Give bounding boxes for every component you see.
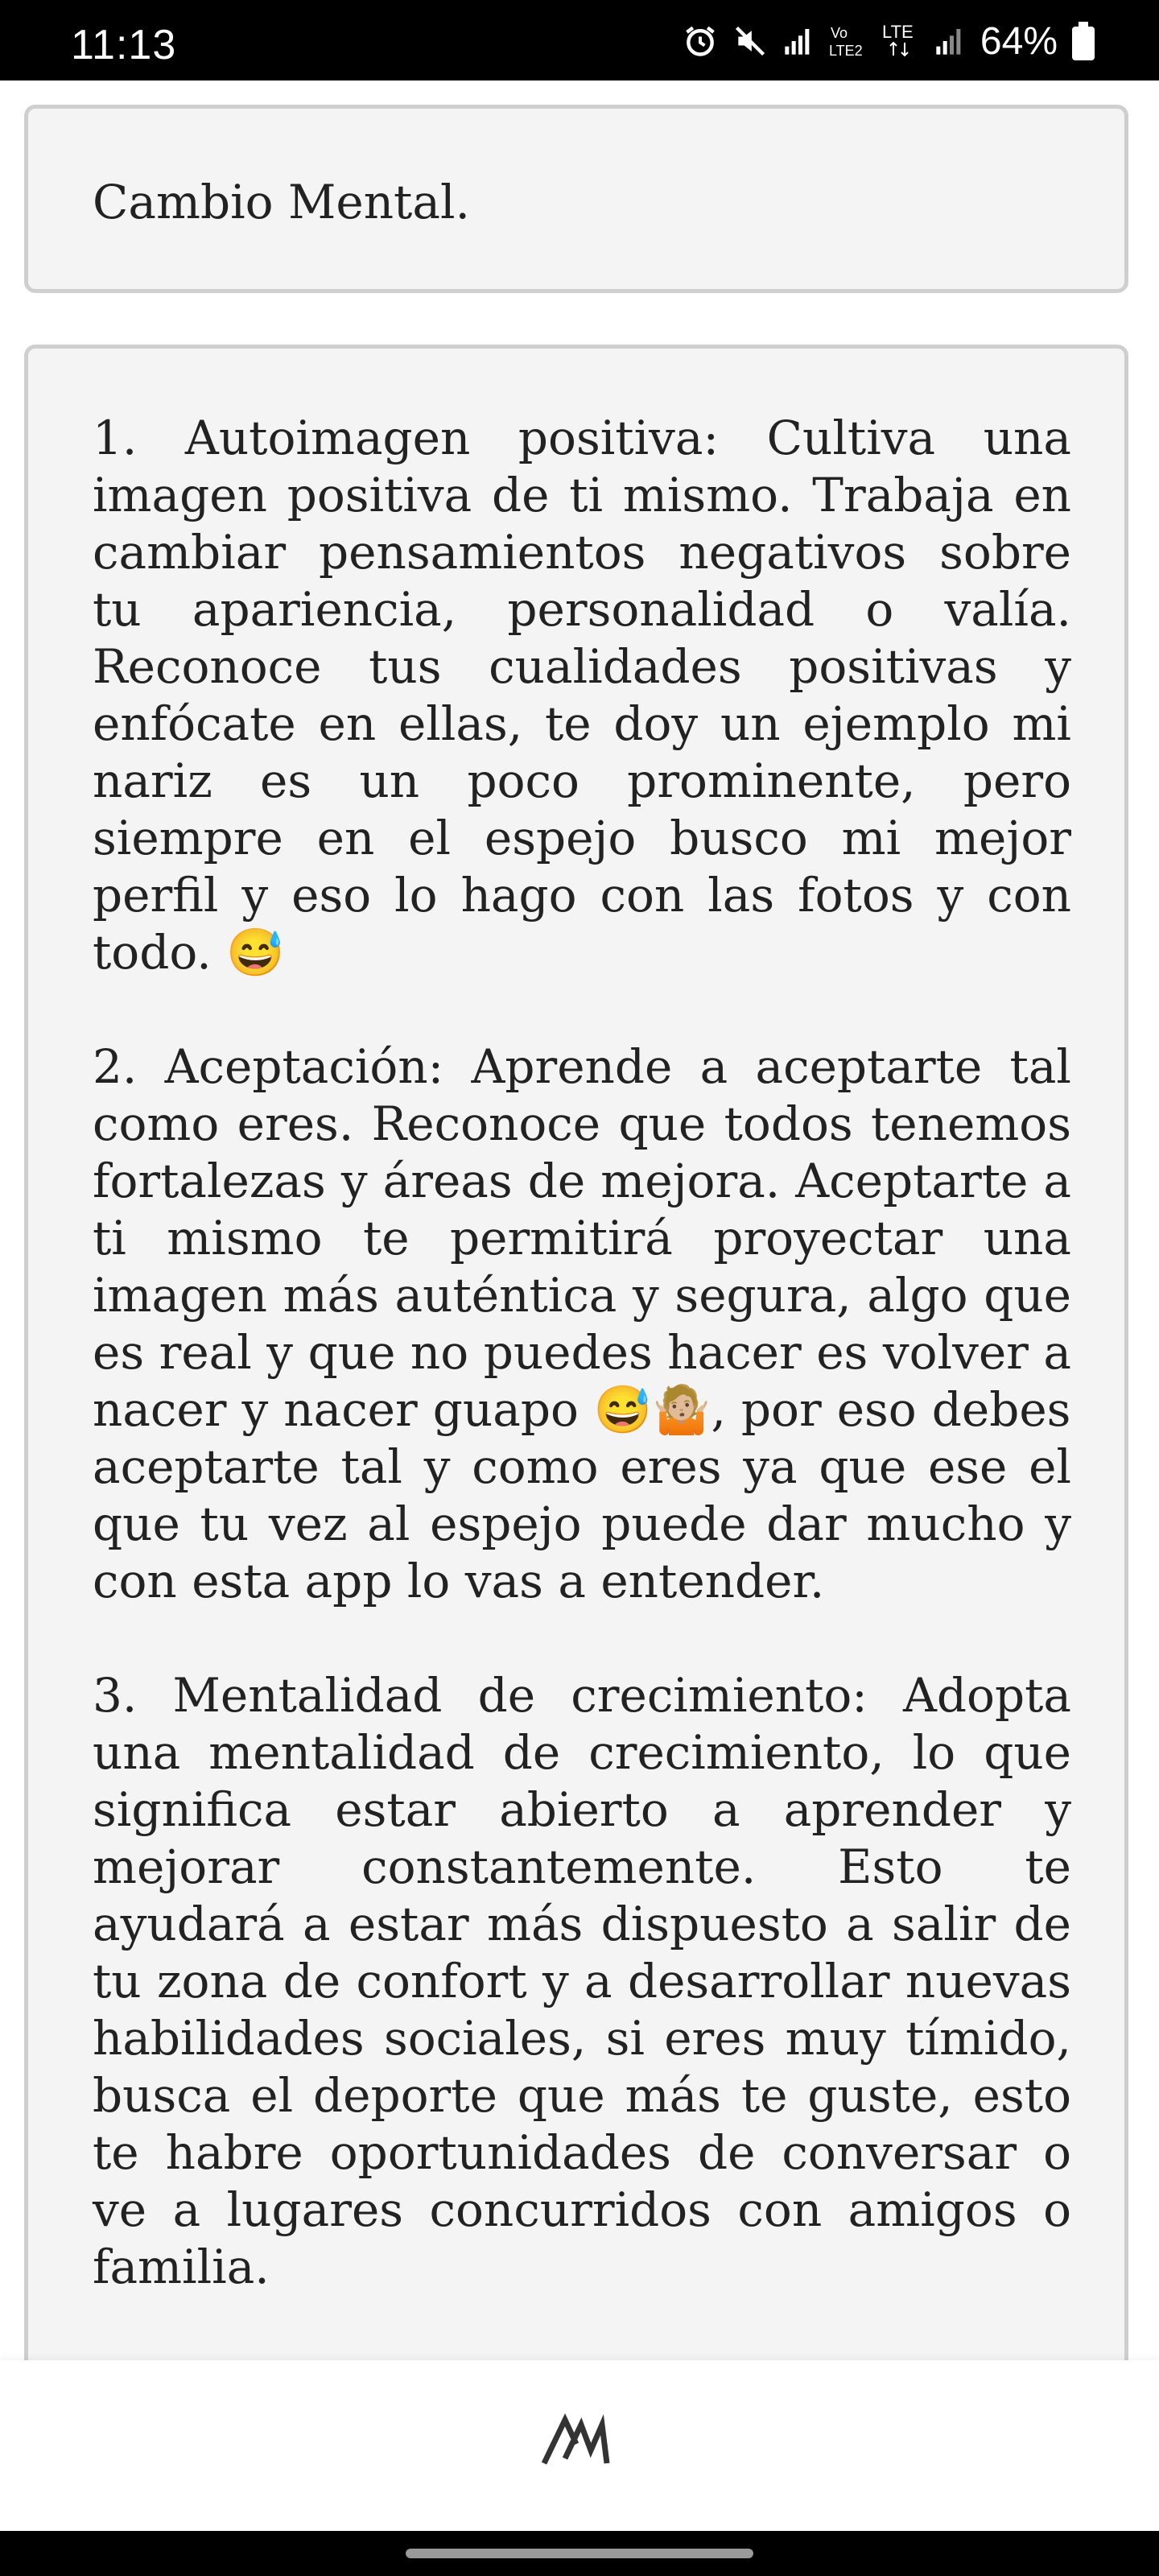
signal-icon: [934, 25, 966, 57]
title-card: [24, 105, 1128, 293]
status-time: 11:13: [71, 22, 177, 68]
alarm-icon: [683, 23, 718, 59]
svg-text:LTE: LTE: [881, 22, 914, 42]
paragraph-aceptacion: 2. Aceptación: Aprende a aceptarte tal como eres. Reconoce que todos tenemos fortalezas y áreas de mejora. Aceptarte a ti mismo te permitirá proyectar una imagen más auténtica y segura, algo que es real y que no puedes hacer es volver a nacer y nacer guapo 😅🤷🏼, por eso debes aceptarte tal y como eres ya que ese el que tu vez al espejo puede dar mucho y con esta app lo vas a entender.: [93, 1039, 1071, 1608]
footer: [0, 2360, 1159, 2531]
page-title: Cambio Mental.: [93, 175, 470, 229]
volte-icon: [829, 23, 866, 59]
article-text: [93, 410, 1071, 2467]
am-logo-icon: [541, 2409, 618, 2476]
paragraph-mentalidad: 3. Mentalidad de crecimiento: Adopta una mentalidad de crecimiento, lo que significa estar abierto a aprender y mejorar constantemente. Esto te ayudará a estar más dispuesto a salir de tu zona de confort y a desarrollar nuevas habilidades sociales, si eres muy tímido, busca el deporte que más te guste, esto te habre oportunidades de conversar o ve a lugares concurridos con amigos o familia.: [93, 1668, 1071, 2294]
status-icons: [683, 18, 1095, 64]
signal-icon: [782, 25, 815, 57]
battery-percent: 64%: [980, 19, 1058, 63]
navigation-bar: [0, 2531, 1159, 2576]
status-bar: [0, 0, 1159, 80]
mute-icon: [732, 23, 768, 59]
battery-icon: [1072, 22, 1095, 60]
svg-text:LTE2: LTE2: [828, 43, 863, 59]
content-area[interactable]: [0, 80, 1159, 2360]
lte-icon: [881, 22, 919, 60]
svg-text:Vo: Vo: [830, 25, 848, 41]
paragraph-autoimagen: 1. Autoimagen positiva: Cultiva una imagen positiva de ti mismo. Trabaja en cambiar pensamientos negativos sobre tu apariencia, personalidad o valía. Reconoce tus cualidades positivas y enfócate en ellas, te doy un ejemplo mi nariz es un poco prominente, pero siempre en el espejo busco mi mejor perfil y eso lo hago con las fotos y con todo. 😅: [93, 411, 1071, 980]
text-card: [24, 345, 1128, 2438]
home-indicator[interactable]: [406, 2549, 753, 2558]
